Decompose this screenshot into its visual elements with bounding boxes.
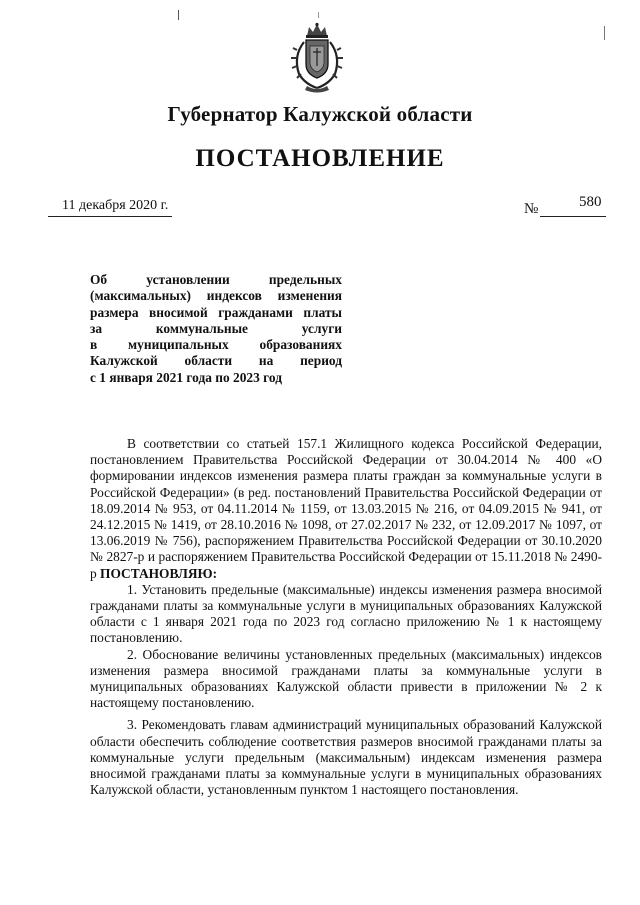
subject-line: за коммунальные услуги (90, 320, 342, 336)
clause-1: 1. Установить предельные (максимальные) индексы изменения размера вносимой гражданами платы за коммунальные услуги в муниципальных образованиях Калужской области с 1 января 2021 года по 2023 год согласно приложению № 1 к настоящему постановлению. (90, 581, 602, 646)
document-number: 580 (579, 194, 602, 210)
scan-mark (318, 12, 319, 18)
scan-mark (178, 10, 179, 20)
document-body (90, 436, 602, 798)
document-type-title: ПОСТАНОВЛЕНИЕ (195, 145, 445, 172)
clause-3: 3. Рекомендовать главам администраций муниципальных образований Калужской области обеспечить соблюдение соответствия размеров вносимой гражданами платы за коммунальные услуги предельным (максимальным) индексам изменения размера вносимой гражданами платы за коммунальные услуги в муниципальных образованиях Калужской области, установленным пунктом 1 настоящего постановления. (90, 717, 602, 798)
preamble-paragraph (90, 436, 602, 582)
governor-heading: Губернатор Калужской области (167, 102, 473, 126)
subject-line: Об установлении предельных (90, 272, 342, 287)
scan-mark (604, 26, 605, 40)
date-underline (48, 216, 172, 217)
document-date: 11 декабря 2020 г. (62, 198, 169, 213)
subject-line: (максимальных) индексов изменения (90, 288, 342, 304)
subject-line: размера вносимой гражданами платы (90, 304, 342, 320)
subject-line: с 1 января 2021 года по 2023 год (90, 369, 282, 385)
number-underline (540, 216, 606, 217)
preamble-text: В соответствии со статьей 157.1 Жилищного кодекса Российской Федерации, постановлением Правительства Российской Федерации от 30.04.2014 № 400 «О формировании индексов изменения размера платы граждан за коммунальные услуги в Российской Федерации» (в ред. постановлений Правительства Российской Федерации от 18.09.2014 № 953, от 04.11.2014 № 1159, от 13.03.2015 № 216, от 04.09.2015 № 941, от 24.12.2015 № 1419, от 28.10.2016 № 1098, от 27.02.2017 № 232, от 12.09.2017 № 1097, от 13.06.2019 № 756), распоряжением Правительства Российской Федерации от 30.10.2020 № 2827-р и распоряжением Правительства Российской Федерации от 15.11.2018 № 2490-р (90, 436, 602, 581)
number-sign: № (524, 201, 539, 217)
subject-line: Калужской области на период (90, 353, 342, 369)
clause-2: 2. Обоснование величины установленных предельных (максимальных) индексов изменения размера вносимой гражданами платы за коммунальные услуги в муниципальных образованиях Калужской области привести в приложении № 2 к настоящему постановлению. (90, 646, 602, 711)
document-subject (90, 272, 342, 386)
subject-line: в муниципальных образованиях (90, 337, 342, 353)
kaluga-coat-of-arms-icon (287, 22, 347, 94)
resolution-keyword: ПОСТАНОВЛЯЮ: (100, 565, 218, 581)
